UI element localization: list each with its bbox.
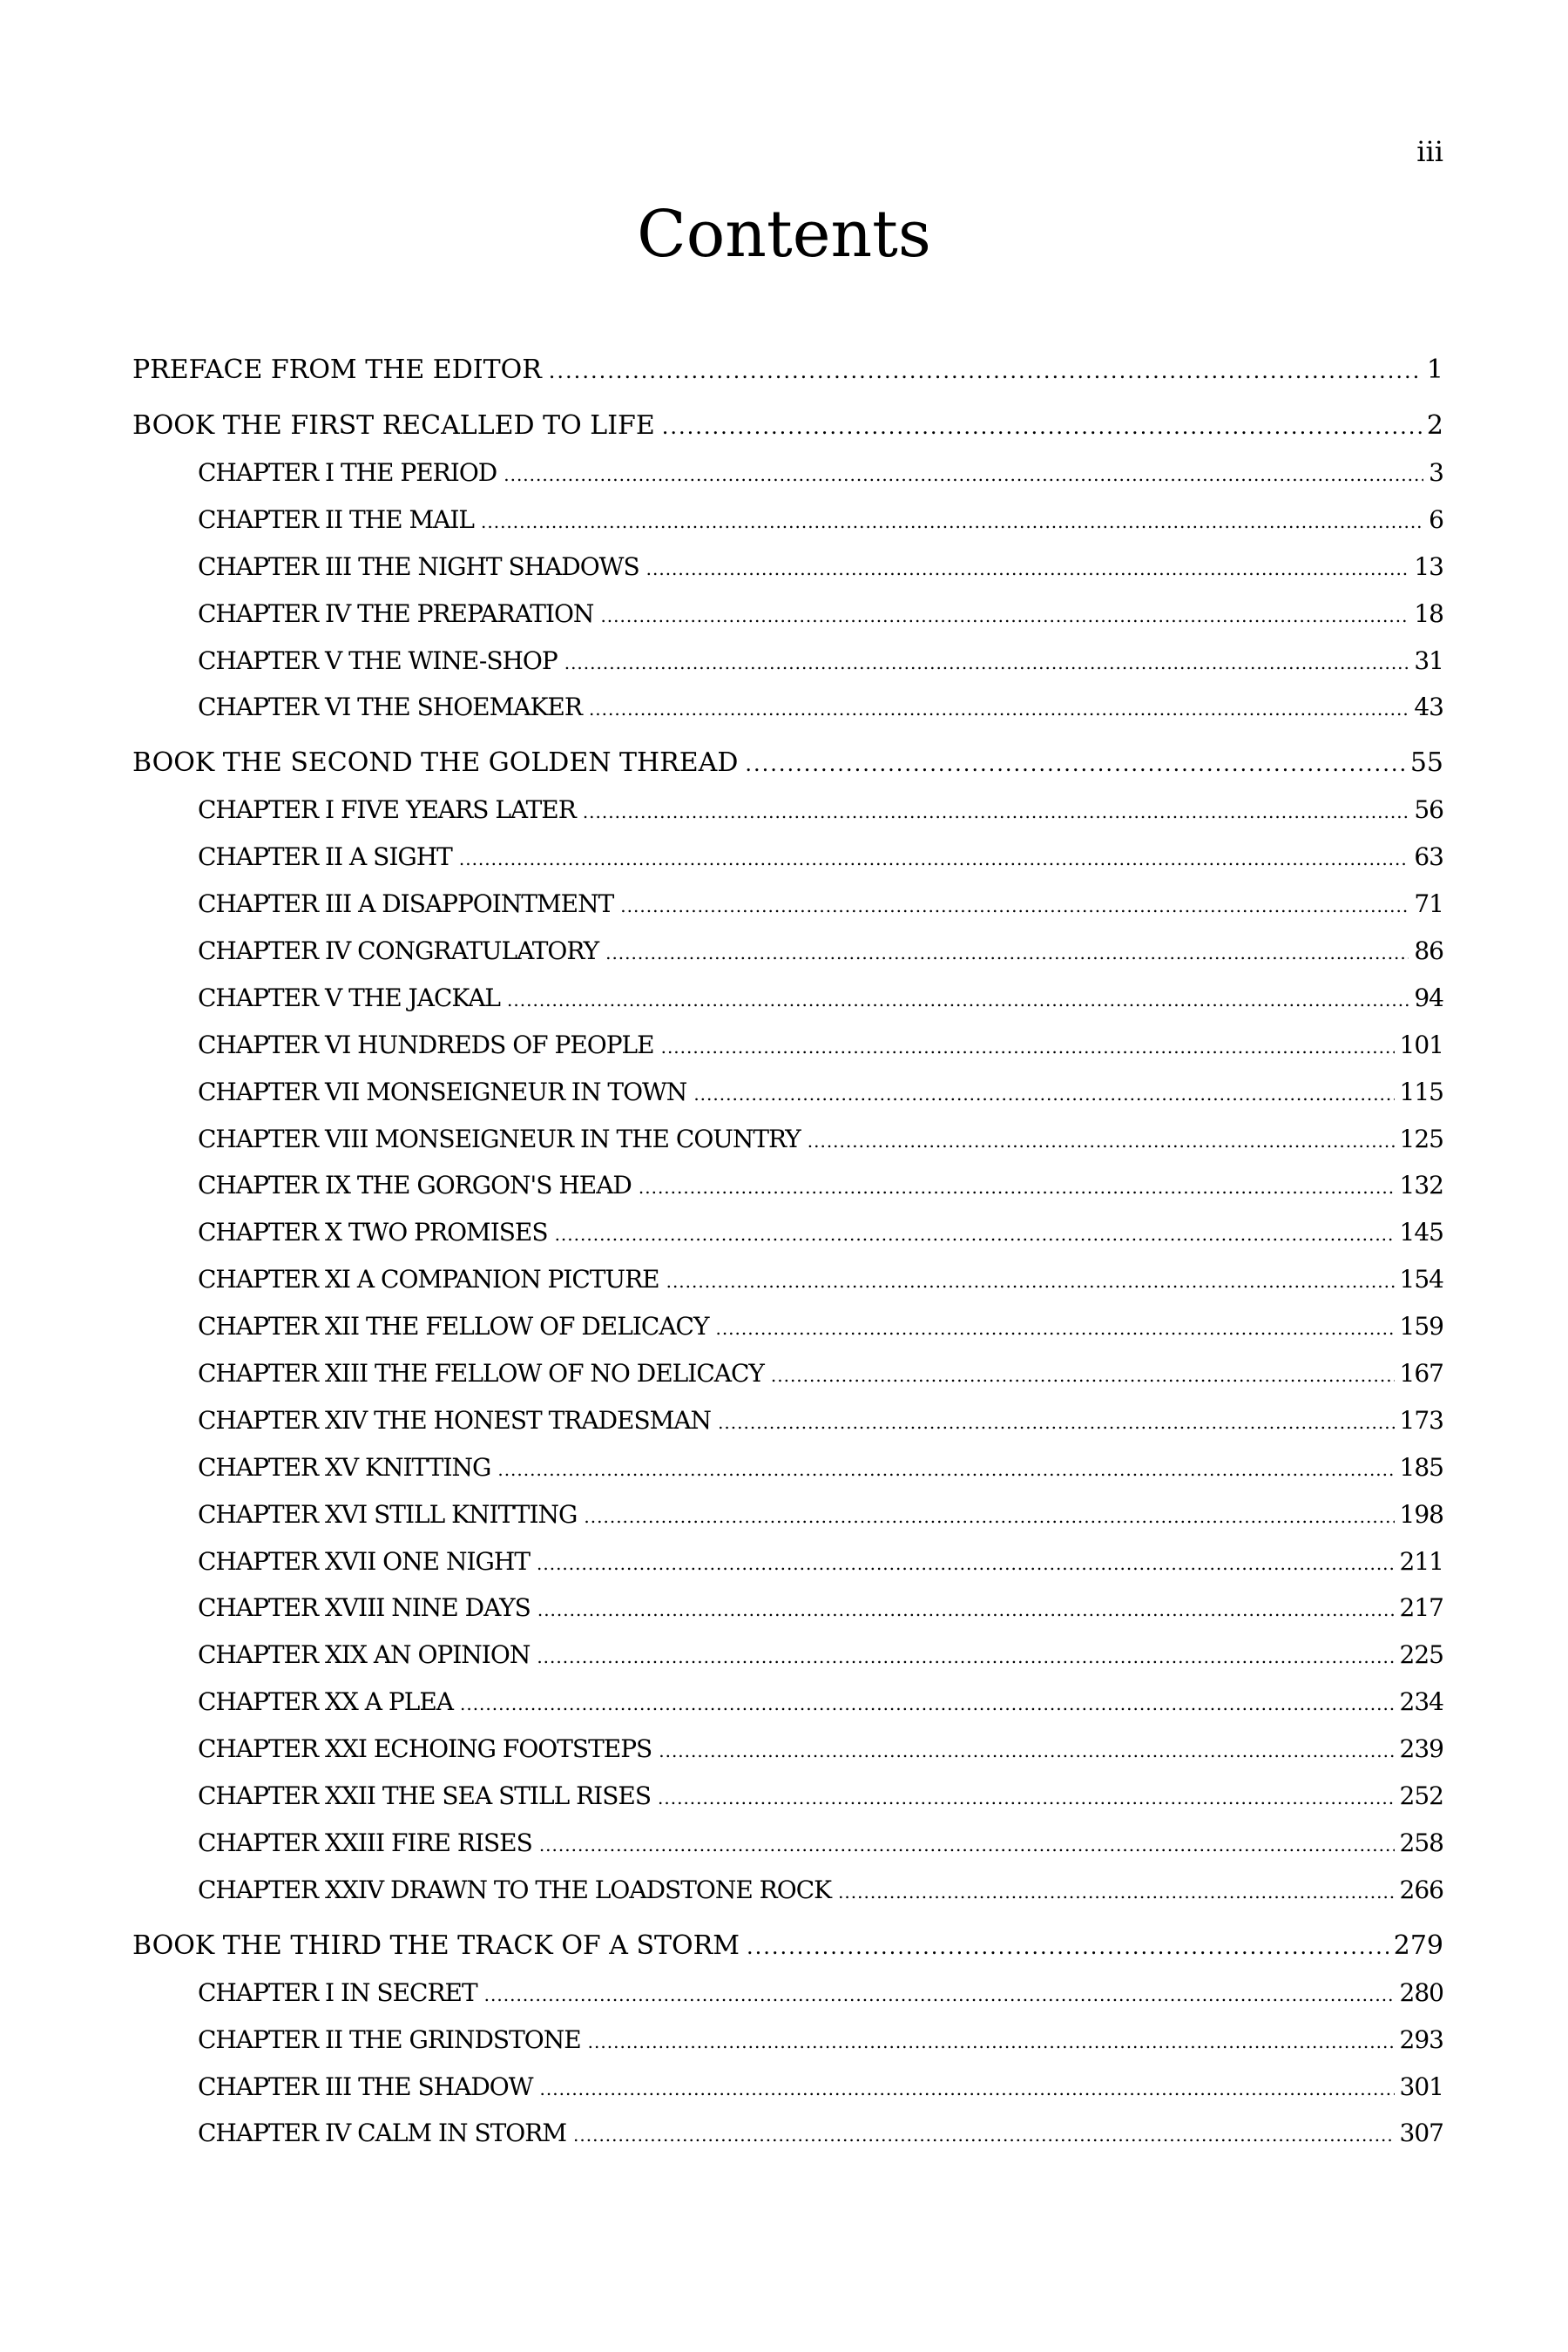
dot-leader bbox=[838, 1869, 1394, 1916]
dot-leader bbox=[459, 836, 1409, 883]
toc-chapter-label: CHAPTER V THE JACKAL bbox=[198, 983, 501, 1012]
dot-leader bbox=[661, 1024, 1395, 1071]
toc-chapter-entry[interactable] bbox=[132, 591, 1443, 638]
page-number: iii bbox=[1416, 135, 1443, 168]
toc-chapter-page: 234 bbox=[1399, 1687, 1443, 1717]
toc-chapter-label: CHAPTER XVI STILL KNITTING bbox=[198, 1499, 578, 1529]
toc-chapter-page: 252 bbox=[1399, 1781, 1443, 1811]
dot-leader bbox=[484, 1972, 1395, 2019]
toc-chapter-label: CHAPTER XVII ONE NIGHT bbox=[198, 1546, 530, 1576]
toc-section-entry[interactable] bbox=[132, 740, 1443, 787]
toc-chapter-page: 307 bbox=[1399, 2119, 1443, 2148]
dot-leader bbox=[646, 546, 1409, 593]
toc-chapter-entry[interactable] bbox=[132, 638, 1443, 685]
toc-chapter-label: CHAPTER VIII MONSEIGNEUR IN THE COUNTRY bbox=[198, 1124, 801, 1153]
toc-chapter-page: 115 bbox=[1399, 1077, 1443, 1106]
toc-chapter-page: 185 bbox=[1399, 1452, 1443, 1482]
dot-leader bbox=[583, 789, 1409, 836]
toc-chapter-page: 167 bbox=[1399, 1359, 1443, 1389]
toc-chapter-page: 71 bbox=[1414, 889, 1443, 919]
toc-chapter-label: CHAPTER IV CONGRATULATORY bbox=[198, 936, 599, 966]
toc-chapter-page: 217 bbox=[1399, 1593, 1443, 1623]
toc-chapter-page: 239 bbox=[1399, 1734, 1443, 1764]
dot-leader bbox=[539, 1822, 1395, 1869]
toc-chapter-page: 18 bbox=[1414, 598, 1443, 628]
toc-chapter-page: 31 bbox=[1414, 645, 1443, 675]
dot-leader bbox=[537, 1587, 1395, 1634]
toc-chapter-page: 132 bbox=[1399, 1171, 1443, 1200]
toc-chapter-entry[interactable] bbox=[132, 1397, 1443, 1444]
toc-chapter-label: CHAPTER IV THE PREPARATION bbox=[198, 598, 594, 628]
dot-leader bbox=[537, 1541, 1395, 1588]
dot-leader bbox=[588, 2019, 1395, 2066]
dot-leader bbox=[715, 1306, 1394, 1353]
toc-chapter-page: 94 bbox=[1414, 983, 1443, 1012]
dot-leader bbox=[584, 1494, 1394, 1541]
toc-chapter-label: CHAPTER II THE GRINDSTONE bbox=[198, 2024, 581, 2054]
toc-chapter-label: CHAPTER XXIV DRAWN TO THE LOADSTONE ROCK bbox=[198, 1875, 832, 1904]
toc-chapter-entry[interactable] bbox=[132, 1444, 1443, 1491]
dot-leader bbox=[747, 1923, 1389, 1970]
toc-chapter-entry[interactable] bbox=[132, 2110, 1443, 2157]
toc-chapter-entry[interactable] bbox=[132, 1970, 1443, 2017]
toc-chapter-entry[interactable] bbox=[132, 544, 1443, 591]
toc-chapter-label: CHAPTER III THE SHADOW bbox=[198, 2072, 533, 2101]
toc-chapter-entry[interactable] bbox=[132, 1256, 1443, 1303]
toc-chapter-page: 154 bbox=[1399, 1265, 1443, 1294]
toc-chapter-label: CHAPTER I IN SECRET bbox=[198, 1977, 477, 2007]
toc-section-entry[interactable] bbox=[132, 347, 1443, 394]
toc-chapter-entry[interactable] bbox=[132, 1209, 1443, 1256]
toc-chapter-label: CHAPTER I THE PERIOD bbox=[198, 458, 497, 487]
toc-section-page: 1 bbox=[1426, 355, 1443, 385]
dot-leader bbox=[771, 1353, 1395, 1400]
toc-chapter-entry[interactable] bbox=[132, 1491, 1443, 1538]
toc-section-label: BOOK THE FIRST RECALLED TO LIFE bbox=[132, 410, 655, 441]
dot-leader bbox=[808, 1119, 1395, 1166]
toc-section-label: BOOK THE SECOND THE GOLDEN THREAD bbox=[132, 747, 739, 779]
toc-chapter-page: 159 bbox=[1399, 1312, 1443, 1342]
dot-leader bbox=[600, 593, 1409, 640]
toc-chapter-entry[interactable] bbox=[132, 1585, 1443, 1632]
toc-chapter-label: CHAPTER XXI ECHOING FOOTSTEPS bbox=[198, 1734, 652, 1764]
toc-chapter-entry[interactable] bbox=[132, 1820, 1443, 1867]
toc-chapter-label: CHAPTER VI HUNDREDS OF PEOPLE bbox=[198, 1030, 654, 1059]
dot-leader bbox=[540, 2066, 1395, 2113]
toc-section-label: BOOK THE THIRD THE TRACK OF A STORM bbox=[132, 1930, 740, 1961]
dot-leader bbox=[659, 1728, 1394, 1775]
toc-chapter-label: CHAPTER III THE NIGHT SHADOWS bbox=[198, 551, 639, 581]
dot-leader bbox=[605, 930, 1409, 977]
toc-chapter-page: 86 bbox=[1414, 936, 1443, 966]
dot-leader bbox=[666, 1259, 1395, 1306]
toc-chapter-entry[interactable] bbox=[132, 1726, 1443, 1773]
toc-chapter-label: CHAPTER III A DISAPPOINTMENT bbox=[198, 889, 614, 919]
dot-leader bbox=[460, 1681, 1395, 1728]
toc-section-label: PREFACE FROM THE EDITOR bbox=[132, 355, 542, 385]
dot-leader bbox=[481, 499, 1423, 546]
toc-chapter-page: 56 bbox=[1414, 795, 1443, 825]
toc-chapter-label: CHAPTER X TWO PROMISES bbox=[198, 1218, 548, 1247]
toc-chapter-entry[interactable] bbox=[132, 881, 1443, 928]
dot-leader bbox=[549, 348, 1422, 395]
toc-chapter-entry[interactable] bbox=[132, 2064, 1443, 2111]
toc-section-page: 2 bbox=[1426, 410, 1443, 441]
toc-chapter-label: CHAPTER XX A PLEA bbox=[198, 1687, 453, 1717]
dot-leader bbox=[589, 686, 1409, 733]
dot-leader bbox=[537, 1634, 1394, 1681]
toc-chapter-entry[interactable] bbox=[132, 2017, 1443, 2064]
toc-chapter-entry[interactable] bbox=[132, 787, 1443, 834]
toc-chapter-entry[interactable] bbox=[132, 449, 1443, 497]
toc-section-entry[interactable] bbox=[132, 1923, 1443, 1970]
toc-chapter-label: CHAPTER XIX AN OPINION bbox=[198, 1640, 531, 1670]
toc-chapter-label: CHAPTER VII MONSEIGNEUR IN TOWN bbox=[198, 1077, 687, 1106]
dot-leader bbox=[573, 2112, 1395, 2159]
dot-leader bbox=[497, 1447, 1394, 1494]
toc-section-entry[interactable] bbox=[132, 402, 1443, 449]
toc-chapter-entry[interactable] bbox=[132, 1867, 1443, 1914]
toc-chapter-page: 198 bbox=[1399, 1499, 1443, 1529]
toc-chapter-page: 266 bbox=[1399, 1875, 1443, 1904]
toc-chapter-label: CHAPTER V THE WINE-SHOP bbox=[198, 645, 558, 675]
dot-leader bbox=[620, 883, 1409, 930]
toc-chapter-label: CHAPTER XI A COMPANION PICTURE bbox=[198, 1265, 659, 1294]
toc-chapter-page: 101 bbox=[1399, 1030, 1443, 1059]
toc-section-page: 279 bbox=[1393, 1930, 1443, 1961]
toc-chapter-page: 280 bbox=[1399, 1977, 1443, 2007]
toc-chapter-label: CHAPTER II A SIGHT bbox=[198, 842, 452, 872]
toc-chapter-page: 43 bbox=[1414, 693, 1443, 722]
toc-chapter-label: CHAPTER II THE MAIL bbox=[198, 504, 474, 534]
dot-leader bbox=[693, 1071, 1394, 1119]
toc-chapter-entry[interactable] bbox=[132, 497, 1443, 544]
dot-leader bbox=[507, 977, 1409, 1024]
toc-chapter-entry[interactable] bbox=[132, 1632, 1443, 1679]
table-of-contents bbox=[132, 347, 1443, 2157]
toc-chapter-entry[interactable] bbox=[132, 1773, 1443, 1820]
dot-leader bbox=[662, 403, 1422, 450]
page-title: Contents bbox=[637, 197, 931, 272]
toc-chapter-entry[interactable] bbox=[132, 1116, 1443, 1163]
toc-chapter-label: CHAPTER XV KNITTING bbox=[198, 1452, 491, 1482]
dot-leader bbox=[555, 1212, 1395, 1259]
toc-section-page: 55 bbox=[1409, 747, 1443, 779]
toc-chapter-label: CHAPTER IX THE GORGON'S HEAD bbox=[198, 1171, 632, 1200]
toc-chapter-entry[interactable] bbox=[132, 684, 1443, 731]
toc-chapter-label: CHAPTER VI THE SHOEMAKER bbox=[198, 693, 582, 722]
toc-chapter-label: CHAPTER XII THE FELLOW OF DELICACY bbox=[198, 1312, 709, 1342]
toc-chapter-page: 6 bbox=[1429, 504, 1443, 534]
toc-chapter-entry[interactable] bbox=[132, 1162, 1443, 1209]
toc-chapter-label: CHAPTER XIII THE FELLOW OF NO DELICACY bbox=[198, 1359, 764, 1389]
toc-chapter-page: 211 bbox=[1399, 1546, 1443, 1576]
toc-chapter-page: 173 bbox=[1399, 1405, 1443, 1435]
dot-leader bbox=[745, 740, 1404, 787]
toc-chapter-label: CHAPTER IV CALM IN STORM bbox=[198, 2119, 567, 2148]
toc-chapter-entry[interactable] bbox=[132, 975, 1443, 1022]
toc-chapter-label: CHAPTER XVIII NINE DAYS bbox=[198, 1593, 531, 1623]
toc-chapter-entry[interactable] bbox=[132, 928, 1443, 975]
toc-chapter-label: CHAPTER XXII THE SEA STILL RISES bbox=[198, 1781, 652, 1811]
toc-chapter-label: CHAPTER I FIVE YEARS LATER bbox=[198, 795, 576, 825]
toc-chapter-entry[interactable] bbox=[132, 1350, 1443, 1397]
toc-chapter-entry[interactable] bbox=[132, 834, 1443, 881]
dot-leader bbox=[718, 1400, 1394, 1447]
dot-leader bbox=[639, 1165, 1395, 1212]
toc-chapter-entry[interactable] bbox=[132, 1022, 1443, 1069]
toc-chapter-entry[interactable] bbox=[132, 1679, 1443, 1726]
toc-chapter-entry[interactable] bbox=[132, 1303, 1443, 1350]
toc-chapter-page: 293 bbox=[1399, 2024, 1443, 2054]
dot-leader bbox=[564, 640, 1409, 687]
toc-chapter-page: 225 bbox=[1399, 1640, 1443, 1670]
toc-chapter-entry[interactable] bbox=[132, 1538, 1443, 1585]
toc-chapter-label: CHAPTER XXIII FIRE RISES bbox=[198, 1828, 532, 1857]
toc-chapter-label: CHAPTER XIV THE HONEST TRADESMAN bbox=[198, 1405, 712, 1435]
toc-chapter-page: 301 bbox=[1399, 2072, 1443, 2101]
toc-chapter-page: 125 bbox=[1399, 1124, 1443, 1153]
toc-chapter-page: 13 bbox=[1414, 551, 1443, 581]
toc-chapter-page: 63 bbox=[1414, 842, 1443, 872]
dot-leader bbox=[658, 1775, 1395, 1822]
dot-leader bbox=[504, 452, 1423, 499]
toc-chapter-page: 3 bbox=[1429, 458, 1443, 487]
toc-chapter-entry[interactable] bbox=[132, 1069, 1443, 1116]
toc-chapter-page: 145 bbox=[1399, 1218, 1443, 1247]
toc-chapter-page: 258 bbox=[1399, 1828, 1443, 1857]
